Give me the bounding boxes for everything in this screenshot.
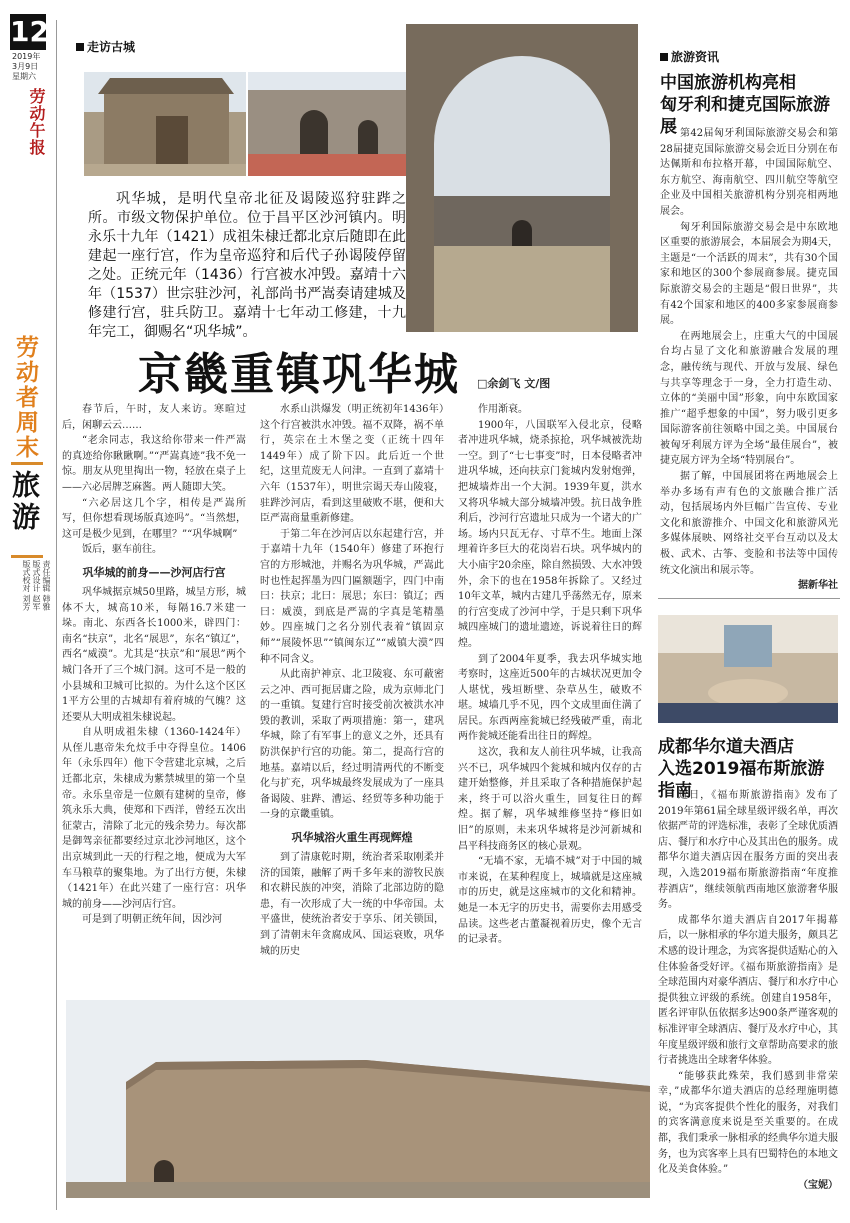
page-number: 12 <box>10 15 49 48</box>
news-section-label: 旅游资讯 <box>660 48 719 65</box>
issue-date: 2019年 3月9日 星期六 <box>12 52 41 81</box>
subheading-1: 巩华城的前身——沙河店行宫 <box>82 565 226 579</box>
news1-title: 中国旅游机构亮相 匈牙利和捷克国际旅游展 <box>660 73 830 137</box>
weekly-title: 劳动者周末 <box>12 335 38 460</box>
article-column-3: 作用渐衰。 1900年，八国联军入侵北京，侵略者冲进巩华城，烧杀掠抢，巩华城被洗劫一空。到了“七七事变”时，日本侵略者冲进巩华城，还向扶京门瓮城内发射炮弹，把城墙炸出一个大洞。1939年夏，洪水又将巩华城大部分城墙冲毁。抗日战争胜利后，沙河行宫遗址只成为一个诸大的广场。场内只瓦无存、寸草不生。地面上深埋着许多巨大的花岗岩石块。巩华城内的大小庙宇20余座，除自然损毁、大水冲毁外，余下的也在1958年拆除了。又经过10年文革，城内古建几乎荡然无存，原来的行宫变成了沙河中学，于是只剩下巩华城四座城门的遗址遗迹，诉说着往日的辉煌。 到了2004年夏季，我去巩华城实地考察时，这座近500年的古城状况更加令人堪忧，残垣断壁、杂草丛生，破败不堪。城墙几乎不见，四个文成里面住满了居民。东西两座瓮城已经残破严重，南北两作瓮城还能看出往日的辉煌。 这次，我和友人前往巩华城，让我高兴不已，巩华城四个瓮城和城内仅存的古建开始整修，并且采取了各种措施保护起来，终于可以浴火重生，回复往日的辉煌。据了解，巩华城维修坚持“修旧如旧”的原则，未来巩华城将是沙河新城和昌平科技商务区的核心景观。 “无墙不家，无墙不城”对于中国的城市来说，在某种程度上，城墙就是这座城市的历史，就是这座城市的文化和精神。她是一本无字的历史书，需要你去用感受品读。这些老古董凝视着历史，像个无言的记录者。 <box>458 404 642 946</box>
photo-hotel-lobby <box>658 615 838 723</box>
photo-city-wall <box>66 1000 650 1198</box>
newspaper-logo: 劳动午报 <box>27 88 46 156</box>
hotel-lobby-illustration <box>658 615 838 723</box>
city-gate-arch-illustration <box>406 24 638 332</box>
news-divider <box>658 598 840 599</box>
subheading-2: 巩华城浴火重生再现辉煌 <box>291 831 413 845</box>
fortress-wall-illustration <box>248 72 408 176</box>
credits: 责任编辑 韩雅 版式设计 赵军 版式校对 刘芳 <box>22 560 51 611</box>
photo-fortress-wall <box>248 72 408 176</box>
news2-body: 近日，《福布斯旅游指南》发布了2019年第61届全球星级评级名单，再次依据严苛的评选标准，表彰了全球优质酒店、餐厅和水疗中心及其出色的服务。成都华尔道夫酒店因在服务方面的突出表现，入选2019福布斯旅游指南“年度推荐酒店”，继续领航西南地区旅游奢华服务。 成都华尔道夫酒店自2017年揭幕后，以一脉相承的华尔道夫服务，颇具艺术感的设计理念，为宾客提供适贴心的入住体验备受好评。《福布斯旅游指南》是全球范围内对豪华酒店、餐厅和水疗中心提供独立评级的系统。创建自1958年，匿名评审队伍依据多达900条严谨客观的标准评审全球酒店、餐厅及水疗中心，其年度星级评级和旅行文章帮助高要求的旅行者挑选出全球奢华体验。 “能够获此殊荣，我们感到非常荣幸，”成都华尔道夫酒店的总经理施明德说，“为宾客提供个性化的服务，对我们的宾客满意度来说是至关重要的。在成都，我们秉承一脉相承的经典华尔道夫服务，也为宾客率上具有巴蜀特色的本地文化及美食体验。” （宝妮） <box>658 788 838 1193</box>
feature-intro: 巩华城，是明代皇帝北征及谒陵巡狩驻跸之所。市级文物保护单位。位于昌平区沙河镇内。明永乐十九年（1421）成祖朱棣迁都北京后随即在此建起一座行宫，作为皇帝巡狩和后代子孙谒陵停留之处。正统元年（1436）行宫被水冲毁。嘉靖十六年（1537）世宗驻沙河，礼部尚书严嵩奏请建城及修建行宫，驻兵防卫。嘉靖十七年动工修建，十九年完工，御赐名“巩华城”。 <box>88 191 406 340</box>
news1-body: 第42届匈牙利国际旅游交易会和第28届捷克国际旅游交易会近日分别在布达佩斯和布拉格开幕，中国国际航空、东方航空、海南航空、四川航空等航空企业及中国相关旅游机构分别亮相两地展会。 匈牙利国际旅游交易会是中东欧地区重要的旅游展会，本届展会为期4天，主题是“一个活跃的周末”，共有30个国家和地区的300个参展商参展。捷克国际旅游交易会的主题是“假日世界”，共有42个国家和地区的400多家参展商参展。 在两地展会上，庄重大气的中国展台均占显了文化和旅游融合发展的理念，融传统与现代、开放与发展、绿色与共享等理念于一身，全力打造生动、立体的“美丽中国”形象，向中东欧国家推广“超乎想象的中国”，努力吸引更多国际游客前往领略中国之美。中国展台被匈牙利展方评为全场“最佳展台”，被捷克展方评为全场“特别展台”。 据了解，中国展团将在两地展会上举办多场有声有色的文旅融合推广活动，包括展场内外巨幅广告宣传、专业文化和旅游推介、中国文化和旅游风光多媒体展映、网络社交平台互动以及太极、武术、古筝、变脸和书法等中国传统文化演出和展示等。 据新华社 <box>660 126 838 594</box>
news1-source: 据新华社 <box>798 580 838 592</box>
feature-headline: 京畿重镇巩华城 <box>138 349 460 400</box>
article-column-1: 春节后，午时，友人来访。寒暄过后，闲聊云云…… “老余同志，我这给你带来一件严嵩的真迹给你瞅瞅啊。”“严嵩真迹”我不免一惊。朋友从兜里掏出一物，轻放在桌子上——六必居牌芝麻酱。两人随即大笑。 “六必居这几个字，相传是严嵩所写，但你想看现场版真迹吗”。“当然想，这可是极少见到，在哪里？”“巩华城啊” 饭后，驱车前往。 巩华城的前身——沙河店行宫 巩华城据京城50里路，城呈方形，城体不大，城高10米，每隔16.7米建一垛。南北、东西各长1000米，辟四门：南名“扶京”，北名“展思”，东名“镇辽”，西名“威漠”。尤其是“扶京”和“展思”两个城门各开了三个城门洞。这可不是一般的小县城和卫城可比拟的。为什么这个区区1平方公里的古城却有着府城的气魄？这还要从大明成祖朱棣说起。 自从明成祖朱棣（1360-1424年）从侄儿惠帝朱允炆手中夺得皇位。1406年（永乐四年）他下令营建北京城，之后迁都北京，朱棣成为紫禁城里的第一个皇帝。永乐皇帝是一位颇有建树的皇帝，修筑永乐大典，使郑和下西洋，曾经五次出征蒙古，清除了北元的残余势力。每次都是御驾亲征都要经过京北沙河地区，这个出京城到此一天的行程之地，便成为大军车马粮草的聚集地。为了出行方便，朱棣（1421年）在此兴建了一座行宫：巩华城的前身——沙河店行宫。 可是到了明朝正统年间，因沙河 <box>62 404 246 926</box>
old-gate-illustration <box>84 72 246 176</box>
photo-old-gate <box>84 72 246 176</box>
feature-author: □余剑飞 文/图 <box>477 377 551 390</box>
section-title: 旅游 <box>8 470 41 534</box>
news2-source: （宝妮） <box>798 1179 838 1191</box>
photo-city-gate-arch <box>406 24 638 332</box>
city-wall-illustration <box>66 1000 650 1198</box>
margin-divider <box>56 20 57 1210</box>
article-column-2: 水系山洪爆发（明正统初年1436年）这个行宫被洪水冲毁。福不双降，祸不单行，英宗在土木堡之变（正统十四年1449年）成了阶下囚。此后近一个世纪，这里荒废无人问津。一直到了嘉靖十六年（1537年），明世宗谒天寿山陵寝，驻跸沙河店，看到这里破败不堪，便和大臣严嵩商量重新修建。 于第二年在沙河店以东起建行宫，并于嘉靖十九年（1540年）修建了环抱行宫的方形城池，并赐名为巩华城，严嵩此时也性起挥墨为四门匾额题字，四门中南曰：扶京；北曰：展思；东曰：镇辽；西曰：威漠，到底是严嵩的字真是笔精墨妙。四座城门之名分别代表着“镇固京师”“展陵怀思”“镇闽东辽”“威镇大漠”四种不同含义。 从此南护神京、北卫陵寝、东可蔽密云之冲、西可扼居庸之险，成为京师北门的一重镇。复建行宫时接受前次被洪水冲毁的教训，采取了两项措施：第一，建巩华城，除了有军事上的意义之外，还具有防洪保护行宫的功能。第二，提高行宫的地基。嘉靖以后，经过明清两代的不断变化与扩充，巩华城最终发展成为了一座具备谒陵、驻跸、漕运、经贸等多种功能于一身的京畿重镇。 巩华城浴火重生再现辉煌 到了清康乾时期，统治者采取刚柔并济的国策，融解了两千多年来的游牧民族和农耕民族的冲突，消除了北部边防的隐患，有一次形成了大一统的中华帝国。太平盛世，使统治者安于享乐、闭关锁国，到了清朝末年贪腐成风、国运衰败，巩华城的历史 <box>260 404 444 957</box>
feature-section-label: 走访古城 <box>76 38 135 55</box>
news2-title: 成都华尔道夫酒店 入选2019福布斯旅游指南 <box>658 737 825 801</box>
